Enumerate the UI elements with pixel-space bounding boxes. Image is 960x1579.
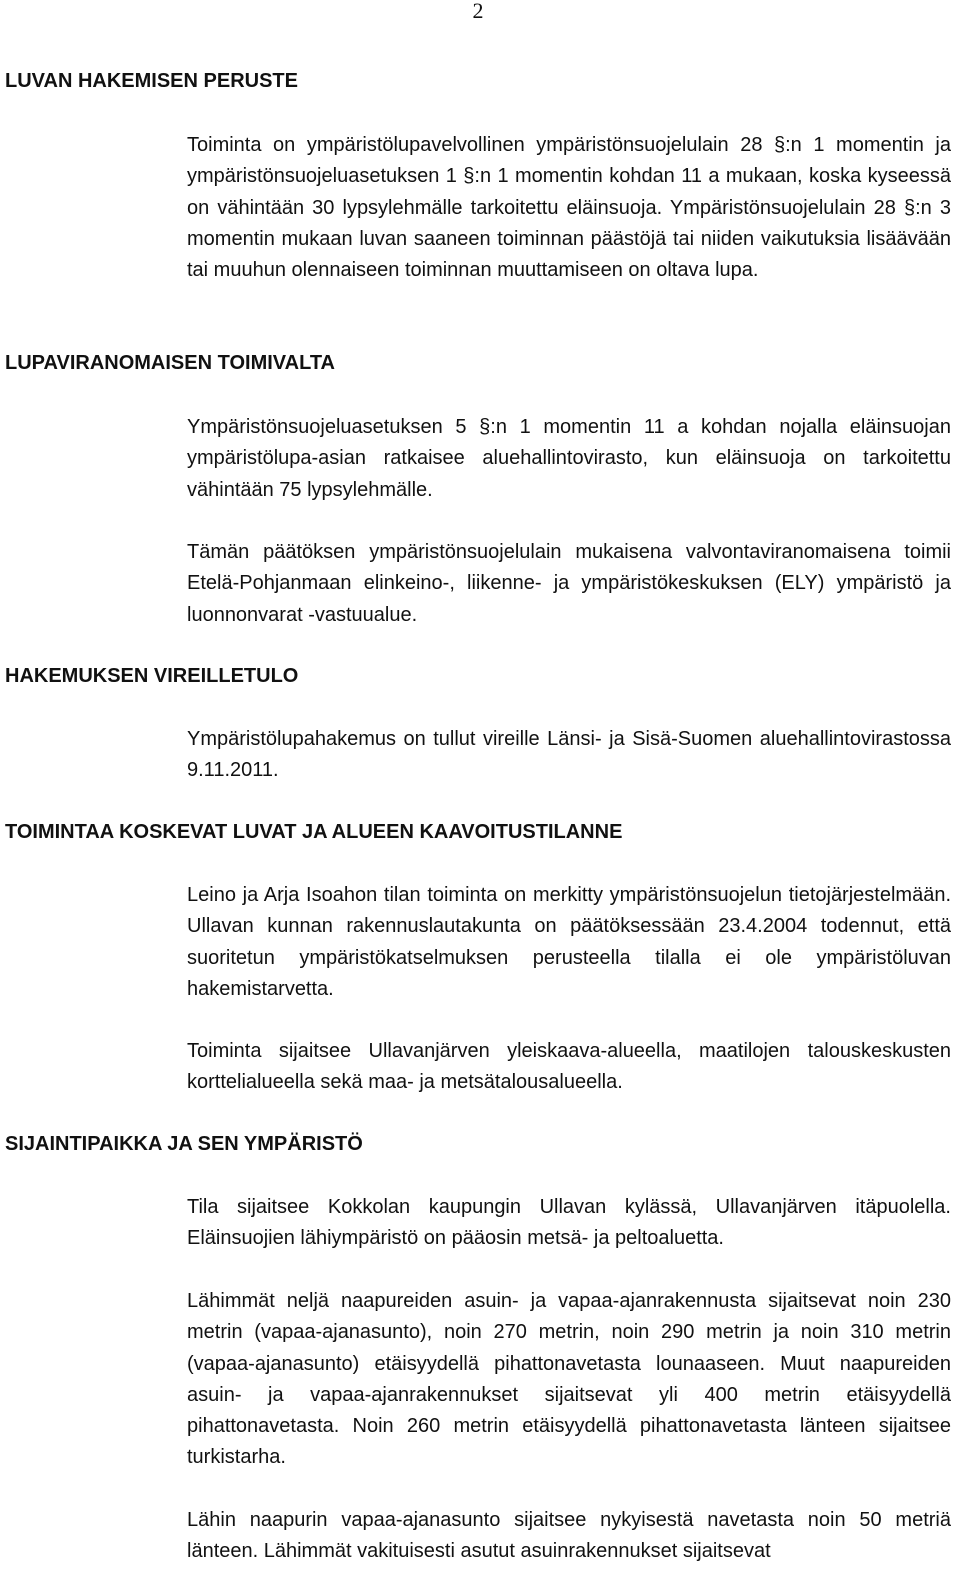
- paragraph-luvan-hakemisen-peruste-1: Toiminta on ympäristölupavelvollinen ympäristönsuojelulain 28 §:n 1 momentin ja ympäristönsuojeluasetuksen 1 §:n 1 momentin kohdan 11 a mukaan, koska kyseessä on vähintään 30 lypsylehmälle tarkoitettu eläinsuoja. Ympäristönsuojelulain 28 §:n 3 momentin mukaan luvan saaneen toiminnan päästöjä tai niiden vaikutuksia lisäävään tai muuhun olennaiseen toiminnan muuttamiseen on oltava lupa.: [187, 134, 951, 282]
- section-heading-sijaintipaikka: SIJAINTIPAIKKA JA SEN YMPÄRISTÖ: [5, 1133, 363, 1155]
- page-number: 2: [472, 0, 484, 23]
- paragraph-sijaintipaikka-1: Tila sijaitsee Kokkolan kaupungin Ullavan kylässä, Ullavanjärven itäpuolella. Eläinsuojien lähiympäristö on pääosin metsä- ja peltoaluetta.: [187, 1196, 951, 1250]
- section-heading-hakemuksen-vireilletulo: HAKEMUKSEN VIREILLETULO: [5, 665, 299, 687]
- section-heading-lupaviranomaisen-toimivalta: LUPAVIRANOMAISEN TOIMIVALTA: [5, 352, 335, 374]
- paragraph-lupaviranomaisen-toimivalta-1: Ympäristönsuojeluasetuksen 5 §:n 1 momentin 11 a kohdan nojalla eläinsuojan ympäristölupa-asian ratkaisee aluehallintovirasto, kun eläinsuoja on tarkoitettu vähintään 75 lypsylehmälle.: [187, 416, 951, 501]
- paragraph-toimintaa-koskevat-luvat-2: Toiminta sijaitsee Ullavanjärven yleiskaava-alueella, maatilojen talouskeskusten korttelialueella sekä maa- ja metsätalousalueella.: [187, 1040, 951, 1094]
- section-heading-toimintaa-koskevat-luvat: TOIMINTAA KOSKEVAT LUVAT JA ALUEEN KAAVOITUSTILANNE: [5, 821, 623, 843]
- paragraph-sijaintipaikka-2: Lähimmät neljä naapureiden asuin- ja vapaa-ajanrakennusta sijaitsevat noin 230 metrin (vapaa-ajanasunto), noin 270 metrin, noin 290 metrin ja noin 310 metrin (vapaa-ajanasunto) etäisyydellä pihattonavetasta lounaaseen. Muut naapureiden asuin- ja vapaa-ajanrakennukset sijaitsevat yli 400 metrin etäisyydellä pihattonavetasta. Noin 260 metrin etäisyydellä pihattonavetasta länteen sijaitsee turkistarha.: [187, 1290, 951, 1469]
- paragraph-lupaviranomaisen-toimivalta-2: Tämän päätöksen ympäristönsuojelulain mukaisena valvontaviranomaisena toimii Etelä-Pohjanmaan elinkeino-, liikenne- ja ympäristökeskuksen (ELY) ympäristö ja luonnonvarat -vastuualue.: [187, 541, 951, 626]
- paragraph-toimintaa-koskevat-luvat-1: Leino ja Arja Isoahon tilan toiminta on merkitty ympäristönsuojelun tietojärjestelmään. Ullavan kunnan rakennuslautakunta on päätöksessään 23.4.2004 todennut, että suoritetun ympäristökatselmuksen perusteella tilalla ei ole ympäristöluvan hakemistarvetta.: [187, 884, 951, 1000]
- section-heading-luvan-hakemisen-peruste: LUVAN HAKEMISEN PERUSTE: [5, 70, 298, 92]
- paragraph-sijaintipaikka-3: Lähin naapurin vapaa-ajanasunto sijaitsee nykyisestä navetasta noin 50 metriä länteen. Lähimmät vakituisesti asutut asuinrakennukset sijaitsevat: [187, 1509, 951, 1563]
- paragraph-hakemuksen-vireilletulo-1: Ympäristölupahakemus on tullut vireille Länsi- ja Sisä-Suomen aluehallintovirastossa 9.11.2011.: [187, 728, 951, 782]
